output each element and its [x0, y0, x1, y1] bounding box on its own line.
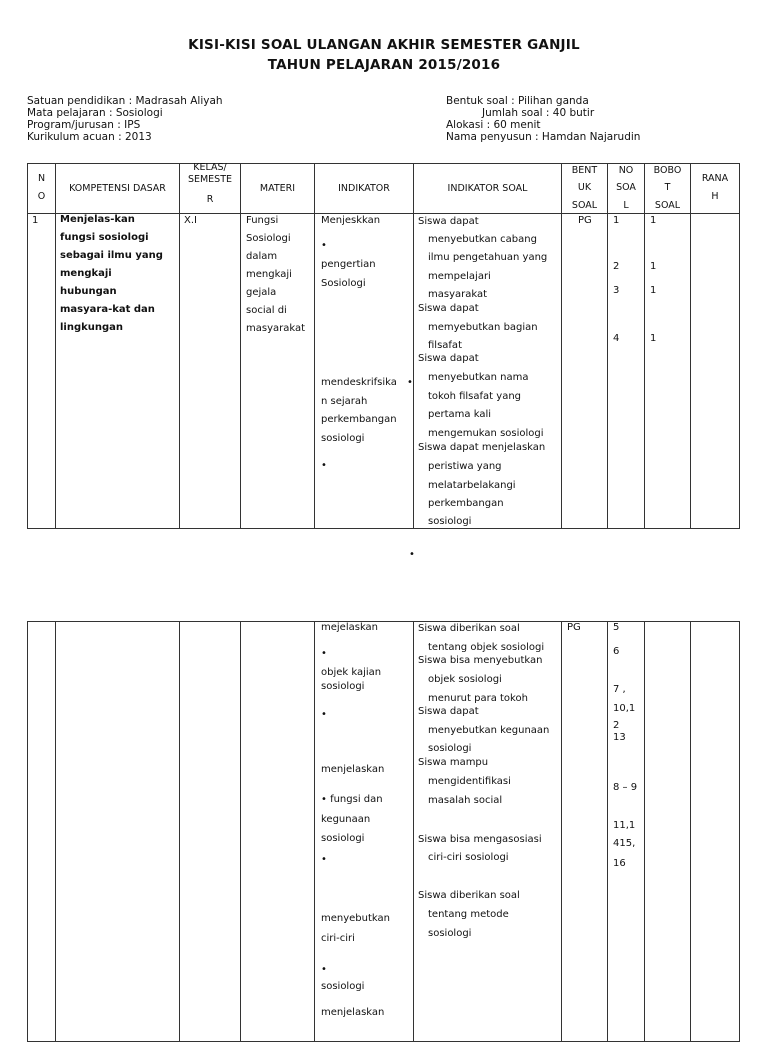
bullet-icon: •: [407, 377, 413, 388]
table-row: mejelaskan • objek kajian sosiologi • menjelaskan • fungsi dan kegunaan sosiologi • menyebutkan ciri-ciri • sosiologi menjelaskan Siswa diberikan soal tentang objek sosiologi Siswa bisa menyebutkan objek sosiologi menurut para tokoh Siswa dapat menyebutkan kegunaan sosiologi Siswa mampu mengidentifikasi masalah social Siswa bisa mengasosiasi ciri-ciri sosiologi Siswa diberikan soal tentang metode sosiologi PG 5 6 7 , 10,1 2 13 8 – 9 11,1 415, 16: [28, 622, 740, 1042]
header-bobot-1: BOBO: [653, 165, 682, 176]
kisi-table-2: [27, 621, 740, 1042]
row2-bentuk: PG: [567, 622, 581, 633]
header-kompetensi: KOMPETENSI DASAR: [69, 183, 166, 194]
kisi-table-1: [27, 162, 740, 560]
header-row: [28, 164, 740, 214]
header-nosoal-3: L: [623, 200, 629, 211]
table-row: 1 Menjelas-kan fungsi sosiologi sebagai ilmu yang mengkaji hubungan masyara-kat dan lingkungan X.I Fungsi Sosiologi dalam mengkaji gejala social di masyarakat Menjeskkan • pengertian Sosiologi mendeskrifsika • n sejarah perkembangan sosiologi • • Siswa dapat menyebutkan cabang ilmu pengetahuan yang mempelajari masyarakat Siswa dapat memyebutkan bagian filsafat Siswa dapat menyebutkan nama tokoh filsafat yang pertama kali mengemukan sosiologi Siswa dapat menjelaskan peristiwa yang melatarbelakangi perkembangan sosiologi PG 1 2 3 4 1 1 1 1: [28, 214, 740, 529]
header-ranah-1: RANA: [701, 173, 729, 184]
header-bentuk-2: UK: [577, 182, 592, 193]
bullet-icon: •: [409, 549, 415, 560]
bullet-icon: •: [321, 648, 327, 659]
meta-penyusun: Nama penyusun : Hamdan Najarudin: [446, 131, 641, 143]
bullet-icon: •: [321, 460, 327, 471]
header-indikator-soal: INDIKATOR SOAL: [447, 183, 528, 194]
header-bentuk-3: SOAL: [571, 200, 598, 211]
header-bobot-2: T: [664, 182, 671, 193]
row1-bentuk: PG: [578, 215, 592, 226]
row1-kelas: X.I: [184, 215, 197, 226]
header-bobot-3: SOAL: [654, 200, 681, 211]
header-kelas-3: R: [206, 194, 214, 205]
header-kelas-1: KELAS/: [193, 162, 227, 173]
meta-jumlah: Jumlah soal : 40 butir: [482, 107, 595, 119]
meta-program: Program/jurusan : IPS: [27, 119, 141, 131]
header-indikator: INDIKATOR: [338, 183, 390, 194]
meta-satuan: Satuan pendidikan : Madrasah Aliyah: [27, 95, 223, 107]
meta-right: [446, 95, 640, 143]
bullet-icon: •: [321, 964, 327, 975]
bullet-icon: •: [321, 240, 327, 251]
meta-alokasi: Alokasi : 60 menit: [446, 119, 541, 131]
meta-kurikulum: Kurikulum acuan : 2013: [27, 131, 152, 143]
bullet-icon: •: [321, 709, 327, 720]
header-no-2: O: [37, 191, 46, 202]
header-kelas-2: SEMESTE: [187, 174, 233, 185]
row1-no: 1: [32, 215, 39, 226]
header-nosoal-2: SOA: [616, 182, 636, 193]
meta-left: [27, 95, 223, 143]
header-bentuk-1: BENT: [571, 165, 598, 176]
meta-mapel: Mata pelajaran : Sosiologi: [27, 107, 163, 119]
header-materi: MATERI: [259, 183, 296, 194]
header-nosoal-1: NO: [618, 165, 634, 176]
header-no-1: N: [37, 173, 46, 184]
document-title: KISI-KISI SOAL ULANGAN AKHIR SEMESTER GANJIL: [188, 37, 580, 53]
meta-bentuk: Bentuk soal : Pilihan ganda: [446, 95, 589, 107]
bullet-icon: •: [321, 854, 327, 865]
header-ranah-2: H: [711, 191, 719, 202]
document-subtitle: TAHUN PELAJARAN 2015/2016: [267, 57, 501, 73]
